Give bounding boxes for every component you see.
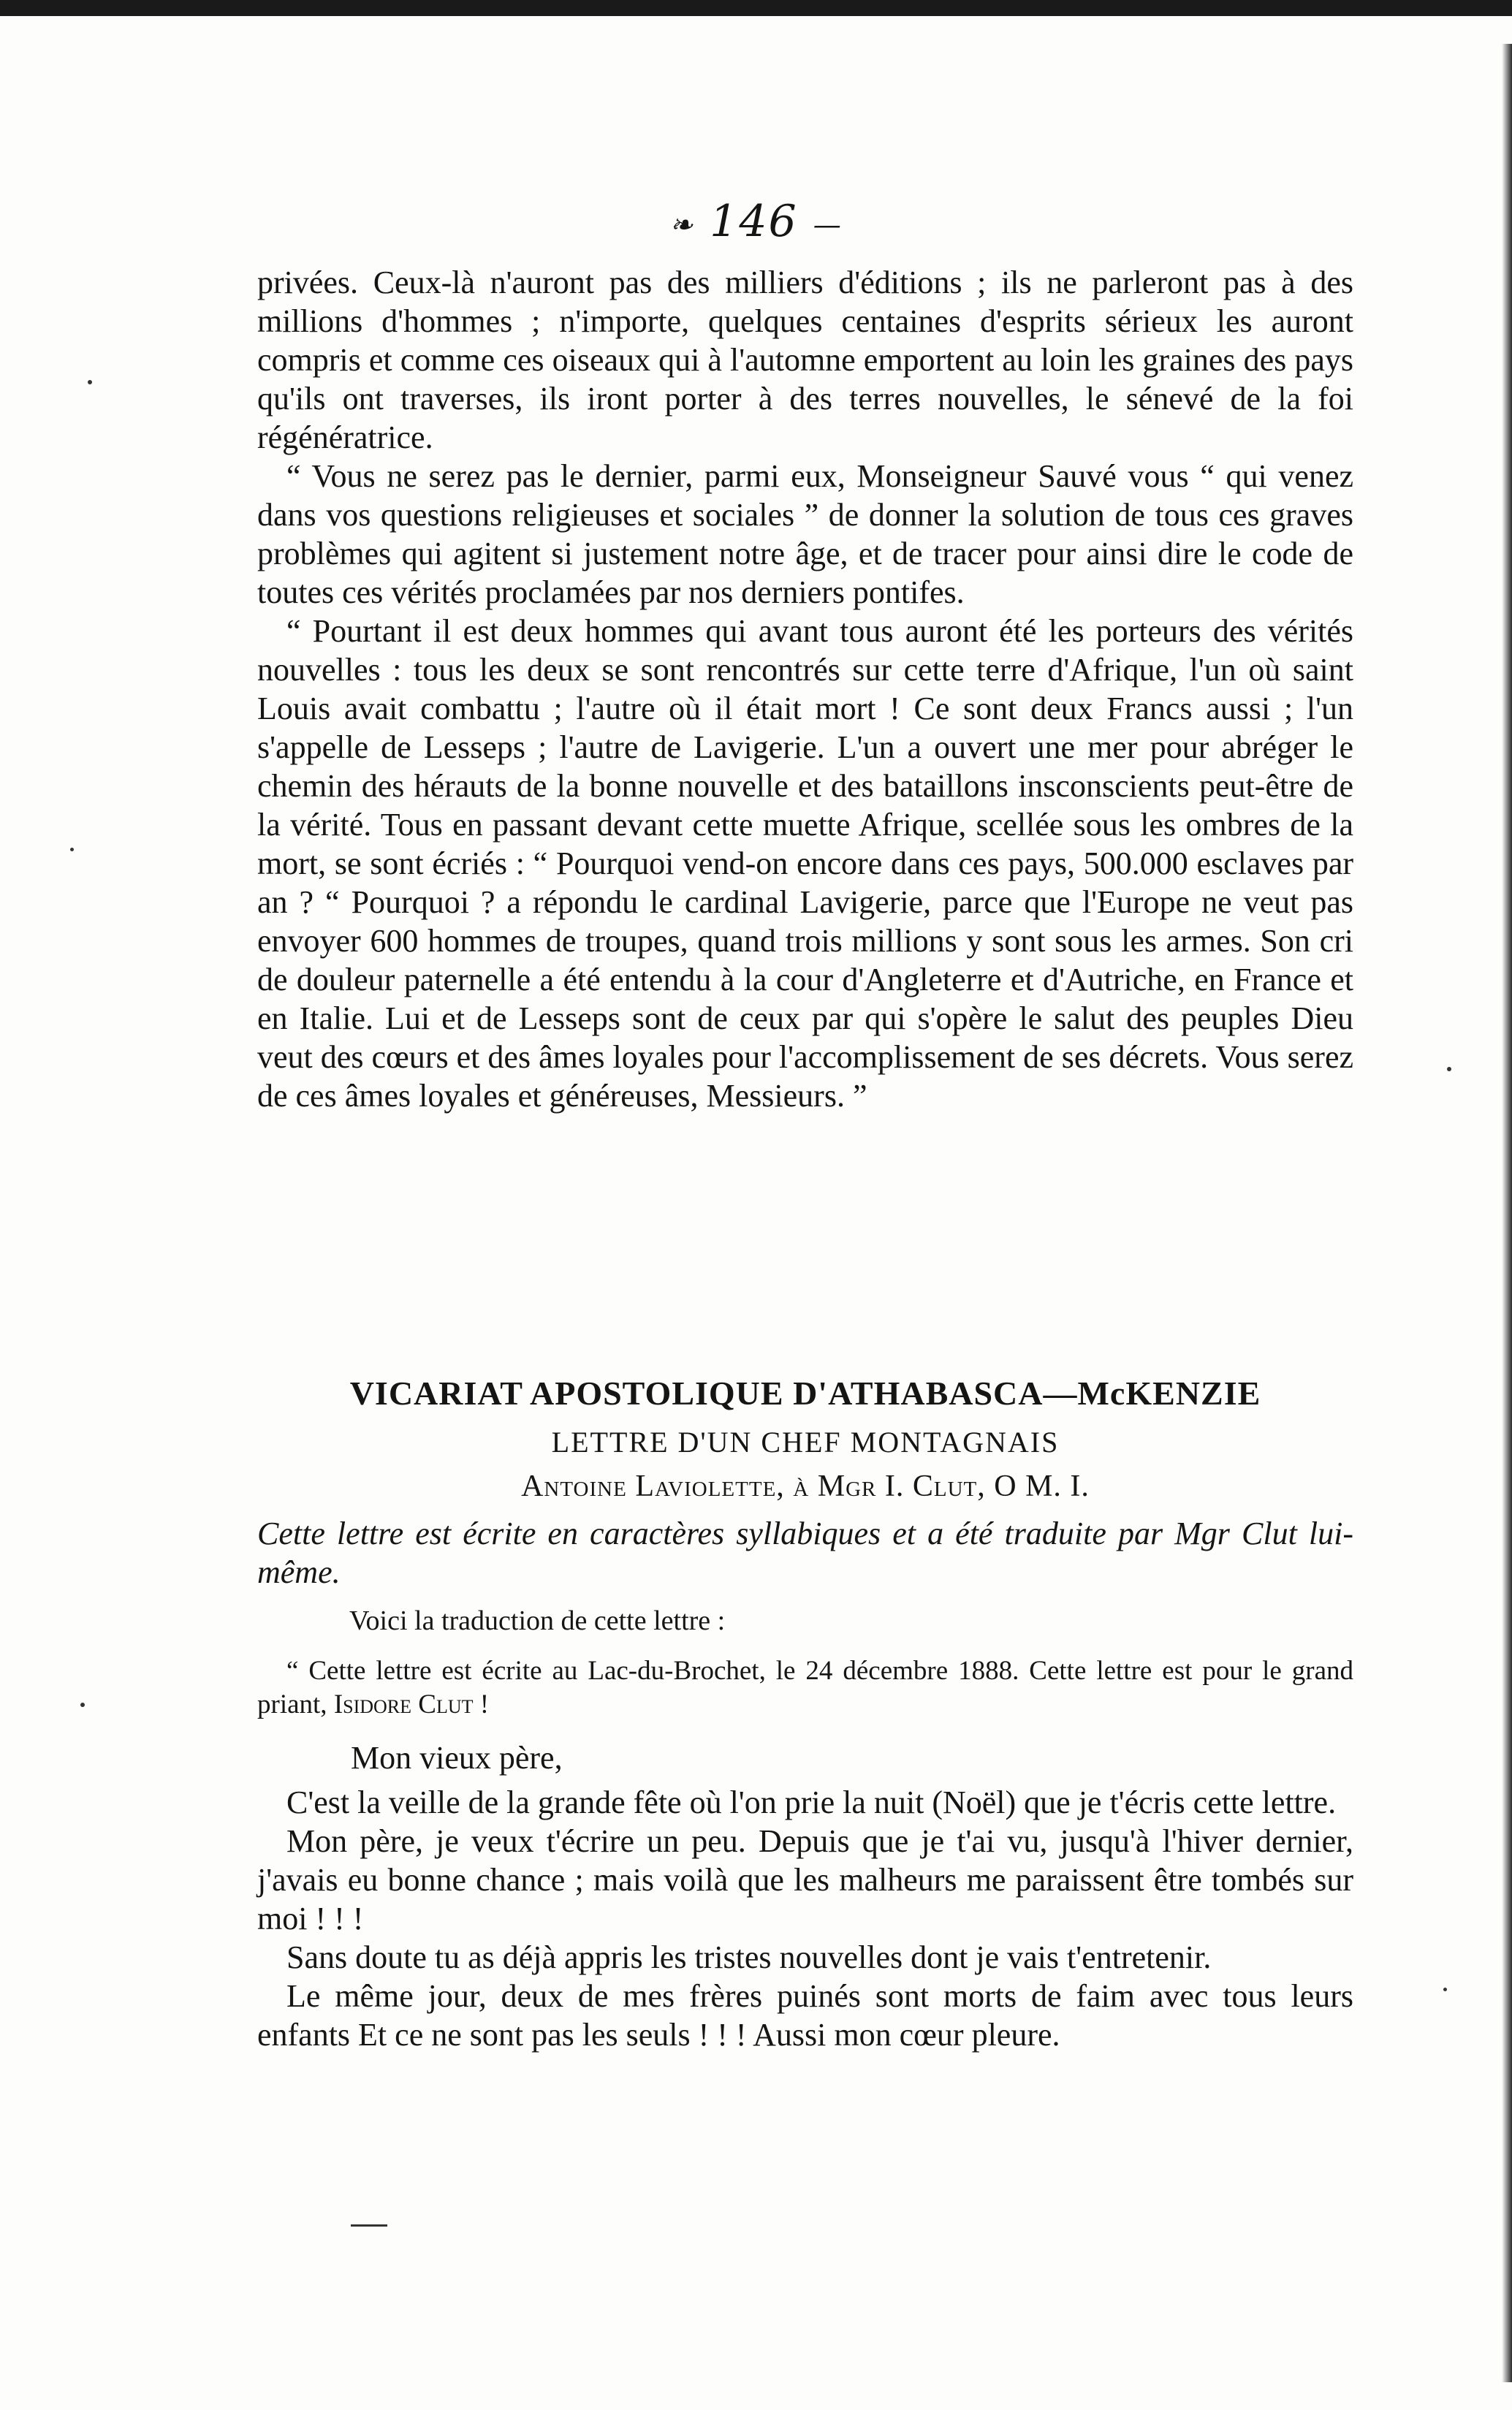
paragraph: Sans doute tu as déjà appris les tristes nouvelles dont je vais t'entretenir.	[286, 1939, 1212, 1975]
recipient-name: Isidore Clut	[333, 1689, 474, 1719]
letter-author-line: Antoine Laviolette, à Mgr I. Clut, O M. I.	[521, 1470, 1090, 1503]
scan-speck	[88, 380, 92, 384]
ornament-icon: ❧	[669, 208, 695, 241]
scan-top-border	[0, 0, 1512, 16]
letter-header-end: !	[473, 1689, 490, 1719]
paragraph: “ Vous ne serez pas le dernier, parmi eux, Monseigneur Sauvé vous “ qui venez dans vos questions religieuses et sociales ” de donner la solution de tous ces graves problèmes qui agitent si justement notre âge, et de tracer pour ainsi dire le code de toutes ces vérités proclamées par nos derniers pontifes.	[257, 458, 1353, 610]
scan-speck	[1443, 1988, 1447, 1991]
salutation: Mon vieux père,	[351, 1740, 563, 1776]
letter-header-line: “ Cette lettre est écrite au Lac-du-Brochet, le 24 décembre 1888. Cette lettre est pour le grand priant,	[257, 1656, 1353, 1719]
letter-body	[257, 1783, 1353, 2054]
paragraph: Mon père, je veux t'écrire un peu. Depuis que je t'ai vu, jusqu'à l'hiver dernier, j'avais eu bonne chance ; mais voilà que les malheurs me paraissent être tombés sur moi ! ! !	[257, 1823, 1353, 1936]
paragraph: Le même jour, deux de mes frères puinés sont morts de faim avec tous leurs enfants Et ce ne sont pas les seuls ! ! ! Aussi mon cœur pleure.	[257, 1978, 1353, 2053]
section-subheading: LETTRE D'UN CHEF MONTAGNAIS	[551, 1426, 1060, 1459]
paragraph: privées. Ceux-là n'auront pas des milliers d'éditions ; ils ne parleront pas à des millions d'hommes ; n'importe, quelques centaines d'esprits sérieux les auront compris et comme ces oiseaux qui à l'automne emportent au loin les graines des pays qu'ils ont traverses, ils iront porter à des terres nouvelles, le sénevé de la foi régénératrice.	[257, 265, 1353, 455]
scan-speck	[70, 848, 74, 851]
letter-header	[257, 1654, 1353, 1722]
letter-header-text	[257, 1654, 1353, 1722]
body-text-top	[257, 263, 1353, 1115]
scan-speck	[1447, 1067, 1451, 1071]
translation-intro: Voici la traduction de cette lettre :	[349, 1605, 726, 1636]
italic-note: Cette lettre est écrite en caractères syllabiques et a été traduite par Mgr Clut lui-même.	[257, 1516, 1353, 1590]
scan-mark	[351, 2224, 387, 2227]
page-number	[0, 196, 1512, 247]
paragraph: C'est la veille de la grande fête où l'on prie la nuit (Noël) que je t'écris cette lettre.	[286, 1784, 1337, 1820]
scan-right-border	[1502, 44, 1512, 2382]
page-number-value: 146	[710, 196, 798, 247]
paragraph: “ Pourtant il est deux hommes qui avant tous auront été les porteurs des vérités nouvelles : tous les deux se sont rencontrés sur cette terre d'Afrique, l'un où saint Louis avait combattu ; l'autre où il était mort ! Ce sont deux Francs aussi ; l'un s'appelle de Lesseps ; l'autre de Lavigerie. L'un a ouvert une mer pour abréger le chemin des hérauts de la bonne nouvelle et des bataillons insconscients peut-être de la vérité. Tous en passant devant cette muette Afrique, scellée sous les ombres de la mort, se sont écriés : “ Pourquoi vend-on encore dans ces pays, 500.000 esclaves par an ? “ Pourquoi ? a répondu le cardinal Lavigerie, parce que l'Europe ne veut pas envoyer 600 hommes de troupes, quand trois millions y sont sous les armes. Son cri de douleur paternelle a été entendu à la cour d'Angleterre et d'Autriche, en France et en Italie. Lui et de Lesseps sont de ceux par qui s'opère le salut des peuples Dieu veut des cœurs et des âmes loyales pour l'accomplissement de ses décrets. Vous serez de ces âmes loyales et généreuses, Messieurs. ”	[257, 613, 1353, 1114]
scan-speck	[80, 1703, 85, 1707]
dash-ornament-icon: —	[813, 208, 843, 241]
section-heading: VICARIAT APOSTOLIQUE D'ATHABASCA—McKENZIE	[349, 1375, 1261, 1412]
